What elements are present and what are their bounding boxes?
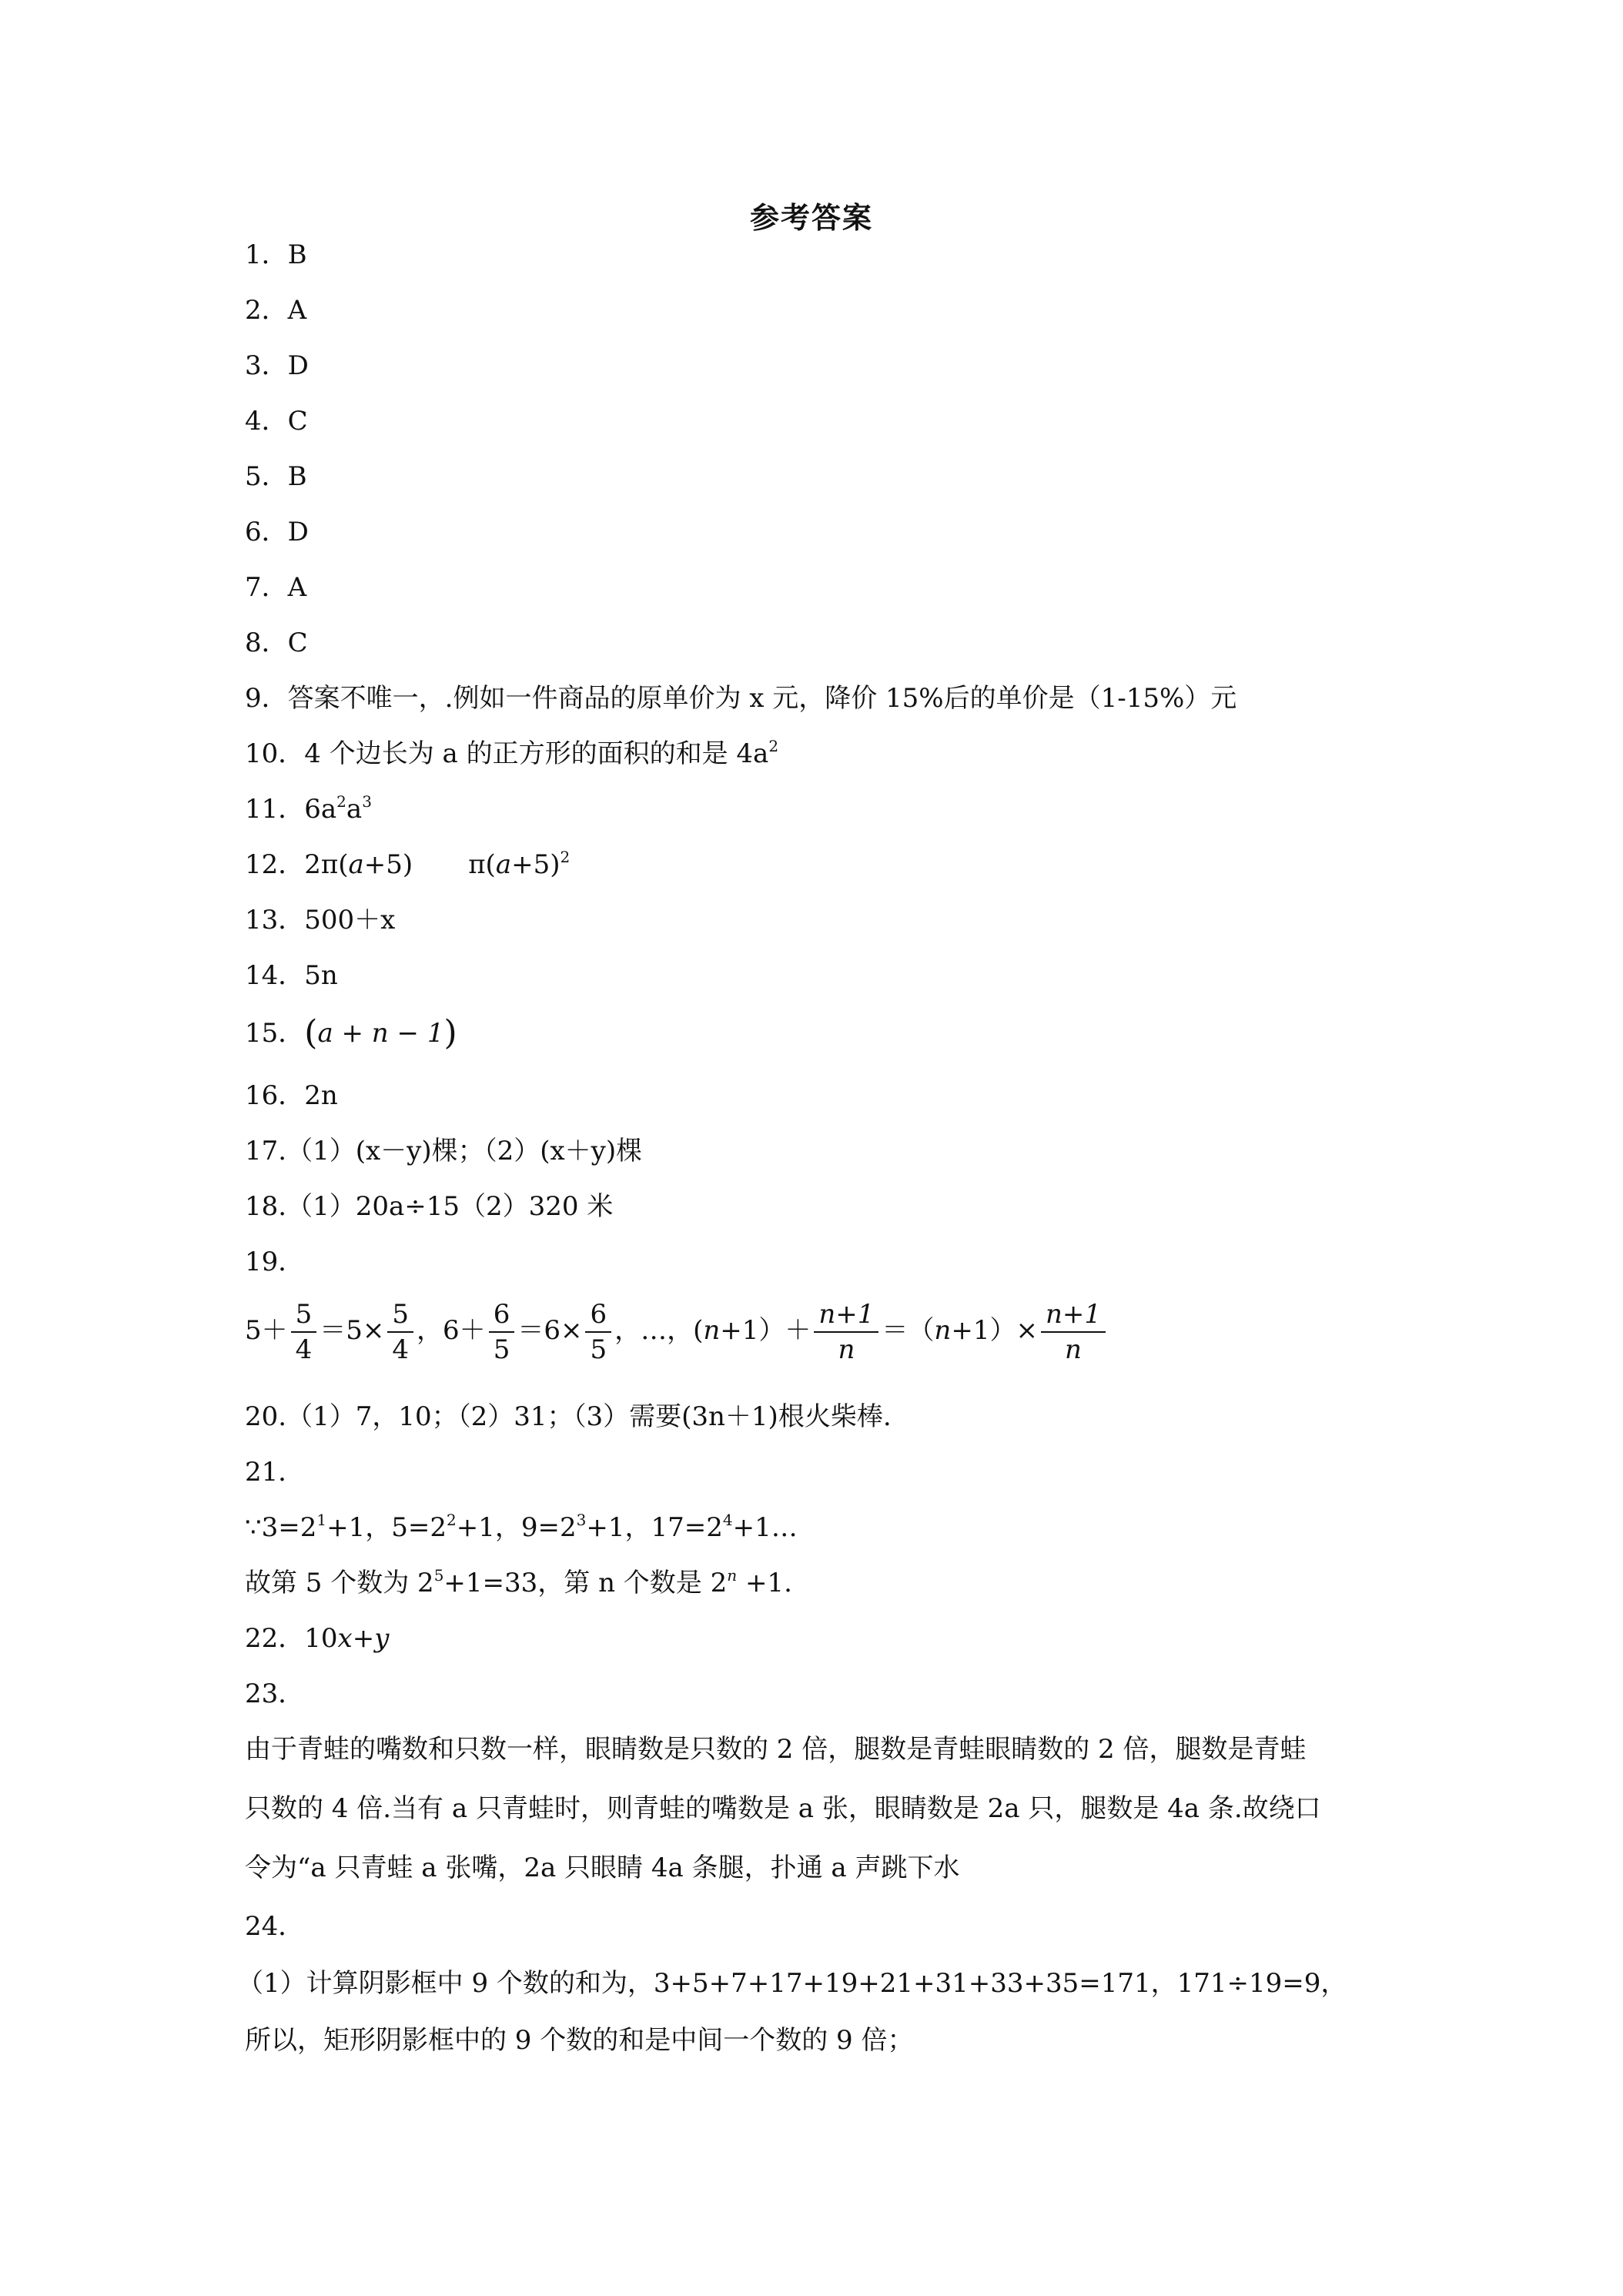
answer-10-exponent: 2: [768, 737, 779, 755]
q19-fraction-5-denominator: n: [838, 1334, 855, 1365]
answer-19-formula: [245, 1298, 1109, 1365]
q19-fraction-6: [1041, 1299, 1106, 1365]
q21-l1-e: +1…: [732, 1512, 798, 1543]
answer-11-exponent-1: 2: [336, 792, 346, 811]
q21-l2-b: +1=33，第 n 个数是 2: [443, 1568, 728, 1598]
answer-22: [245, 1623, 389, 1654]
q19-part-6-rest: +1）×: [951, 1315, 1038, 1346]
answer-23-line-2: 只数的 4 倍.当有 a 只青蛙时，则青蛙的嘴数是 a 张，眼睛数是 2a 只，腿数是 4a 条.故绕口: [245, 1793, 1321, 1824]
answer-12-b-var: a: [495, 849, 512, 880]
answer-7: 7．A: [245, 572, 307, 603]
answer-23-line-1: 由于青蛙的嘴数和只数一样，眼睛数是只数的 2 倍，腿数是青蛙眼睛数的 2 倍，腿数是青蛙: [245, 1734, 1307, 1765]
q21-l1-a: ∵3=2: [245, 1512, 317, 1543]
answer-14: 14．5n: [245, 960, 338, 991]
q19-part-2: ＝5×: [320, 1315, 385, 1346]
answer-15-expression: a + n − 1: [317, 1018, 444, 1049]
q19-part-1: 5＋: [245, 1315, 288, 1346]
answer-3: 3．D: [245, 350, 309, 381]
q19-fraction-3: [489, 1299, 515, 1365]
q19-fraction-6-numerator: n+1: [1041, 1299, 1106, 1333]
q19-fraction-4-denominator: 5: [590, 1334, 607, 1365]
answer-1: 1．B: [245, 239, 307, 270]
answer-11-text: 11．6a: [245, 794, 337, 825]
q19-fraction-5: [814, 1299, 878, 1365]
q21-l1-d: +1，17=2: [586, 1512, 723, 1543]
answer-5: 5．B: [245, 461, 307, 492]
q19-part-5: ，…，(: [614, 1315, 704, 1346]
answer-12-a-var: a: [348, 849, 364, 880]
q19-fraction-2-numerator: 5: [387, 1299, 413, 1333]
q21-l1-d-exp: 4: [722, 1511, 733, 1529]
q21-l1-b: +1，5=2: [326, 1512, 447, 1543]
answer-21-line-1: [245, 1512, 798, 1543]
q19-fraction-4: [585, 1299, 611, 1365]
answer-12-b: π(: [468, 849, 496, 880]
answer-6: 6．D: [245, 517, 309, 547]
answer-23-label: 23．: [245, 1678, 305, 1709]
q21-l1-a-exp: 1: [316, 1511, 327, 1529]
answer-12-label: 12．: [245, 849, 305, 880]
q19-fraction-5-numerator: n+1: [814, 1299, 878, 1333]
answer-13: 13．500＋x: [245, 905, 396, 935]
answer-15-right-paren: ): [443, 1013, 457, 1053]
answer-20: 20.（1）7，10；（2）31；（3）需要(3n＋1)根火柴棒.: [245, 1401, 892, 1432]
answer-21-label: 21．: [245, 1457, 305, 1488]
answer-22-expression: x+y: [337, 1623, 390, 1654]
q19-fraction-1-numerator: 5: [291, 1299, 317, 1333]
answer-15-label: 15．: [245, 1018, 305, 1049]
answer-18: 18.（1）20a÷15（2）320 米: [245, 1191, 614, 1222]
answer-10-text: 10．4 个边长为 a 的正方形的面积的和是 4a: [245, 738, 769, 769]
q21-l2-a-exp: 5: [433, 1566, 444, 1585]
answer-24-line-2: 所以，矩形阴影框中的 9 个数的和是中间一个数的 9 倍；: [245, 2025, 914, 2056]
q21-l1-c: +1，9=2: [456, 1512, 577, 1543]
answer-2: 2．A: [245, 295, 307, 326]
q21-l2-a: 故第 5 个数为 2: [245, 1568, 434, 1598]
answer-4: 4．C: [245, 406, 308, 437]
answer-12: [245, 849, 570, 880]
page-title: 参考答案: [749, 200, 873, 235]
q19-part-5-var: n: [703, 1315, 721, 1346]
answer-11-exponent-2: 3: [362, 792, 372, 811]
q21-l1-c-exp: 3: [576, 1511, 587, 1529]
answer-24-label: 24．: [245, 1911, 305, 1942]
q19-fraction-2: [387, 1299, 413, 1365]
q19-fraction-2-denominator: 4: [392, 1334, 410, 1365]
q19-fraction-3-denominator: 5: [493, 1334, 510, 1365]
answer-11: [245, 794, 372, 825]
answer-16: 16．2n: [245, 1080, 338, 1111]
answer-22-label: 22．10: [245, 1623, 338, 1654]
q21-l2-b-exp: n: [727, 1566, 738, 1585]
answer-17: 17.（1）(x－y)棵；（2）(x＋y)棵: [245, 1136, 643, 1166]
q19-part-6: ＝（: [882, 1315, 935, 1346]
answer-15-left-paren: (: [304, 1013, 318, 1053]
answer-23-line-3: 令为“a 只青蛙 a 张嘴，2a 只眼睛 4a 条腿，扑通 a 声跳下水: [245, 1853, 960, 1883]
answer-12-b-exponent: 2: [560, 848, 571, 866]
answer-12-b-rest: +5): [511, 849, 561, 880]
answer-24-line-1: （1）计算阴影框中 9 个数的和为，3+5+7+17+19+21+31+33+35=171，171÷19=9，: [237, 1968, 1347, 1999]
q21-l1-b-exp: 2: [447, 1511, 457, 1529]
q19-part-5-rest: +1）＋: [720, 1315, 812, 1346]
q19-part-6-var: n: [934, 1315, 952, 1346]
answer-21-line-2: [245, 1568, 792, 1598]
answer-19-label: 19．: [245, 1247, 305, 1277]
answer-12-a-rest: +5): [363, 849, 413, 880]
answer-9: 9．答案不唯一，.例如一件商品的原单价为 x 元，降价 15%后的单价是（1-15%）元: [245, 683, 1237, 714]
q19-fraction-1: [291, 1299, 317, 1365]
q19-fraction-6-denominator: n: [1065, 1334, 1082, 1365]
answer-15: [245, 1013, 457, 1053]
q19-part-3: ，6＋: [417, 1315, 486, 1346]
q21-l2-c: +1.: [737, 1568, 792, 1598]
answer-12-a: 2π(: [304, 849, 349, 880]
answer-10: [245, 738, 778, 769]
q19-fraction-1-denominator: 4: [295, 1334, 313, 1365]
answer-11-mid: a: [346, 794, 363, 825]
q19-fraction-4-numerator: 6: [585, 1299, 611, 1333]
answer-8: 8．C: [245, 628, 308, 658]
q19-part-4: ＝6×: [517, 1315, 583, 1346]
q19-fraction-3-numerator: 6: [489, 1299, 515, 1333]
